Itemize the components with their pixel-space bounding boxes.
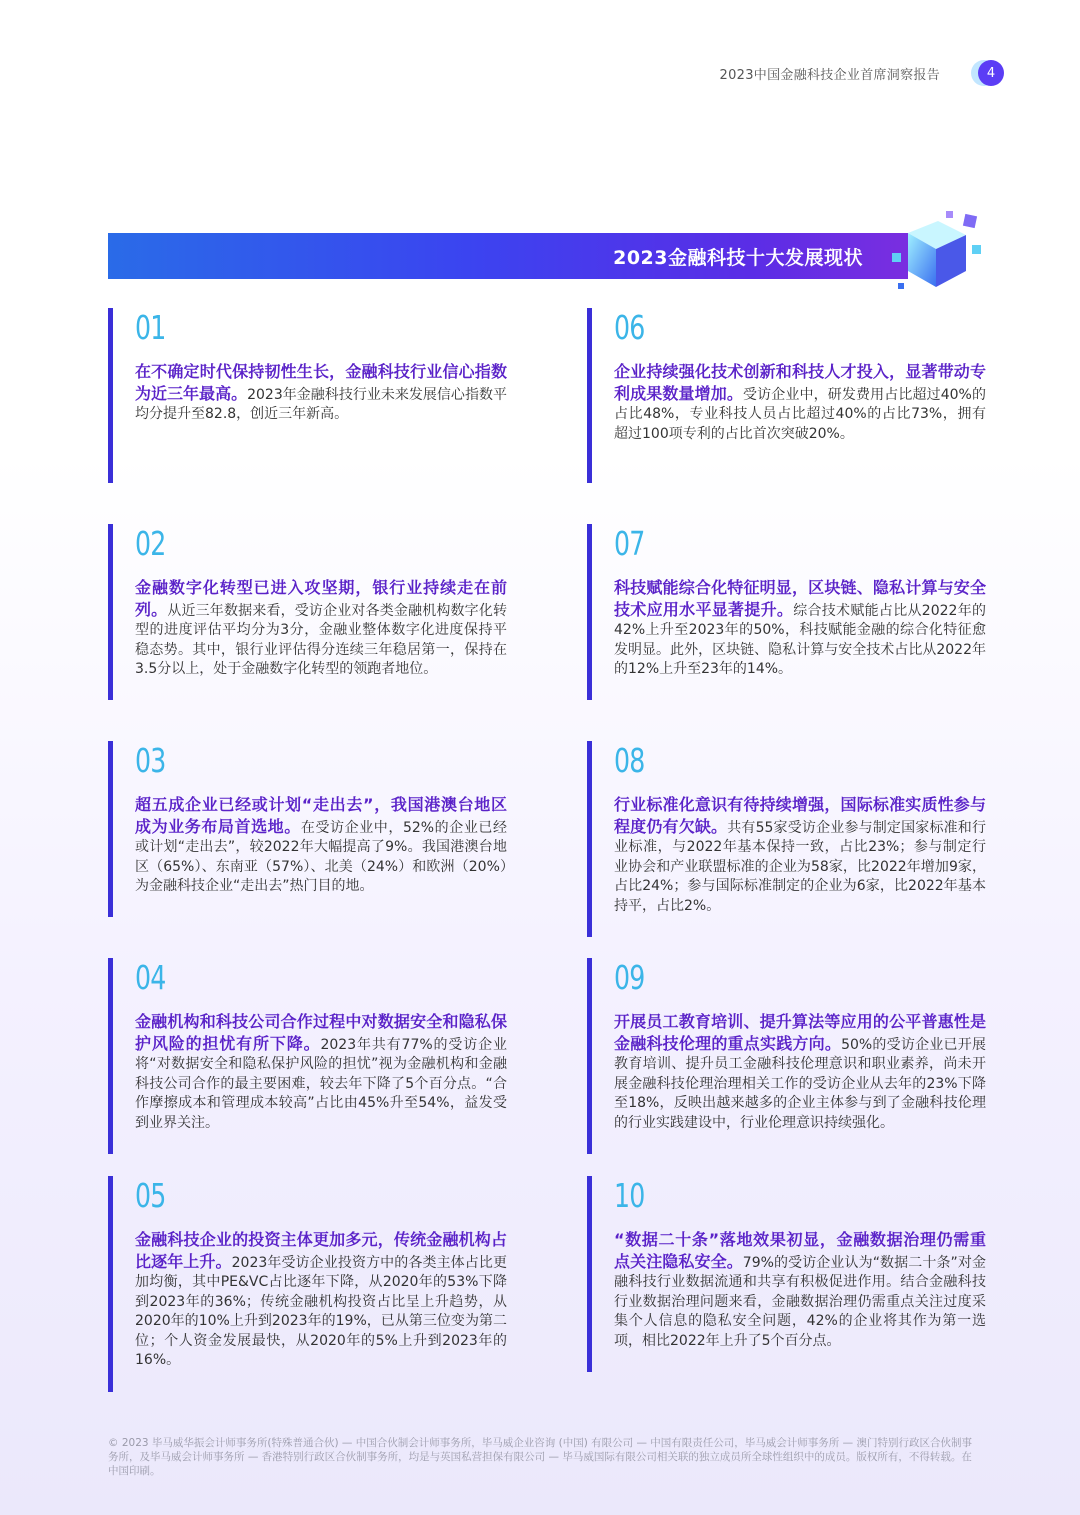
list-item [587, 524, 986, 700]
item-body: 共有55家受访企业参与制定国家标准和行业标准，与2022年基本保持一致，占比23%；参与制定行业协会和产业联盟标准的企业为58家，比2022年增加9家，占比24%；参与国际标准制定的企业为6家，比2022年基本持平，占比2%。 [614, 819, 986, 914]
item-highlight: 企业持续强化技术创新和科技人才投入，显著带动专利成果数量增加。 [614, 362, 986, 403]
item-body: 2023年共有77%的受访企业将“对数据安全和隐私保护风险的担忧”视为金融机构和金融科技公司合作的最主要困难，较去年下降了5个百分点。“合作摩擦成本和管理成本较高”占比由45%升至54%，益发受到业界关注。 [135, 1036, 507, 1131]
item-text [135, 578, 507, 680]
item-number: 01 [135, 308, 166, 347]
item-body: 2023年金融科技行业未来发展信心指数平均分提升至82.8，创近三年新高。 [135, 386, 507, 422]
item-body: 79%的受访企业认为“数据二十条”对金融科技行业数据流通和共享有积极促进作用。结合金融科技行业数据治理问题来看，金融数据治理仍需重点关注过度采集个人信息的隐私安全问题，42%的企业将其作为第一选项，相比2022年上升了5个百分点。 [614, 1254, 986, 1349]
item-body: 受访企业中，研发费用占比超过40%的占比48%，专业科技人员占比超过40%的占比73%，拥有超过100项专利的占比首次突破20%。 [614, 386, 986, 442]
item-body: 综合技术赋能占比从2022年的42%上升至2023年的50%，科技赋能金融的综合化特征愈发明显。此外，区块链、隐私计算与安全技术占比从2022年的12%上升至23年的14%。 [614, 602, 986, 677]
item-number: 03 [135, 741, 166, 780]
list-item [108, 308, 507, 483]
list-item [587, 308, 986, 483]
item-highlight: 超五成企业已经或计划“走出去”，我国港澳台地区成为业务布局首选地。 [135, 795, 507, 836]
item-number: 07 [614, 524, 645, 563]
cube-cluster-icon [880, 205, 990, 300]
report-title: 2023中国金融科技企业首席洞察报告 [719, 68, 940, 83]
item-highlight: 行业标准化意识有待持续增强，国际标准实质性参与程度仍有欠缺。 [614, 795, 986, 836]
item-number: 10 [614, 1176, 645, 1215]
item-text [614, 578, 986, 680]
list-item [587, 741, 986, 937]
item-highlight: “数据二十条”落地效果初显，金融数据治理仍需重点关注隐私安全。 [614, 1230, 986, 1271]
item-number: 05 [135, 1176, 166, 1215]
copyright-footer: © 2023 毕马威华振会计师事务所(特殊普通合伙) — 中国合伙制会计师事务所，毕马威企业咨询 (中国) 有限公司 — 中国有限责任公司，毕马威会计师事务所 — 澳门特别行政区合伙制事务所，及毕马威会计师事务所 — 香港特别行政区合伙制事务所，均是与英国私营担保有限公司 — 毕马威国际有限公司相关联的独立成员所全球性组织中的成员。版权所有，不得转载。在中国印刷。 [108, 1437, 972, 1477]
item-highlight: 金融数字化转型已进入攻坚期，银行业持续走在前列。 [135, 578, 507, 619]
item-number: 04 [135, 958, 166, 997]
list-item [108, 524, 507, 700]
item-text [135, 1230, 507, 1371]
item-highlight: 开展员工教育培训、提升算法等应用的公平普惠性是金融科技伦理的重点实践方向。 [614, 1012, 986, 1053]
list-item [587, 958, 986, 1154]
item-highlight: 在不确定时代保持韧性生长，金融科技行业信心指数为近三年最高。 [135, 362, 507, 403]
list-item [108, 958, 507, 1154]
item-highlight: 科技赋能综合化特征明显，区块链、隐私计算与安全技术应用水平显著提升。 [614, 578, 986, 619]
item-number: 02 [135, 524, 166, 563]
item-number: 09 [614, 958, 645, 997]
item-text [614, 1230, 986, 1351]
item-text [135, 1012, 507, 1133]
item-body: 2023年受访企业投资方中的各类主体占比更加均衡，其中PE&VC占比逐年下降，从2020年的53%下降到2023年的36%；传统金融机构投资占比呈上升趋势，从2020年的10%上升到2023年的19%，已从第三位变为第二位；个人资金发展最快，从2020年的5%上升到2023年的16%。 [135, 1254, 507, 1368]
list-item [108, 1176, 507, 1392]
item-text [614, 362, 986, 444]
list-item [108, 741, 507, 917]
item-body: 从近三年数据来看，受访企业对各类金融机构数字化转型的进度评估平均分为3分，金融业整体数字化进度保持平稳态势。其中，银行业评估得分连续三年稳居第一，保持在3.5分以上，处于金融数字化转型的领跑者地位。 [135, 602, 507, 677]
item-highlight: 金融科技企业的投资主体更加多元，传统金融机构占比逐年上升。 [135, 1230, 507, 1271]
item-body: 在受访企业中，52%的企业已经或计划“走出去”，较2022年大幅提高了9%。我国港澳台地区（65%）、东南亚（57%）、北美（24%）和欧洲（20%）为金融科技企业“走出去”热门目的地。 [135, 819, 507, 894]
item-text [135, 795, 507, 897]
section-title: 2023金融科技十大发展现状 [613, 247, 863, 269]
list-item [587, 1176, 986, 1372]
item-body: 50%的受访企业已开展教育培训、提升员工金融科技伦理意识和职业素养，尚未开展金融科技伦理治理相关工作的受访企业从去年的23%下降至18%，反映出越来越多的企业主体参与到了金融科技伦理的行业实践建设中，行业伦理意识持续强化。 [614, 1036, 986, 1131]
item-text [614, 1012, 986, 1133]
item-number: 08 [614, 741, 645, 780]
page-number-badge: 4 [978, 60, 1004, 86]
item-text [135, 362, 507, 425]
section-banner [108, 233, 908, 279]
item-highlight: 金融机构和科技公司合作过程中对数据安全和隐私保护风险的担忧有所下降。 [135, 1012, 507, 1053]
item-text [614, 795, 986, 916]
item-number: 06 [614, 308, 645, 347]
